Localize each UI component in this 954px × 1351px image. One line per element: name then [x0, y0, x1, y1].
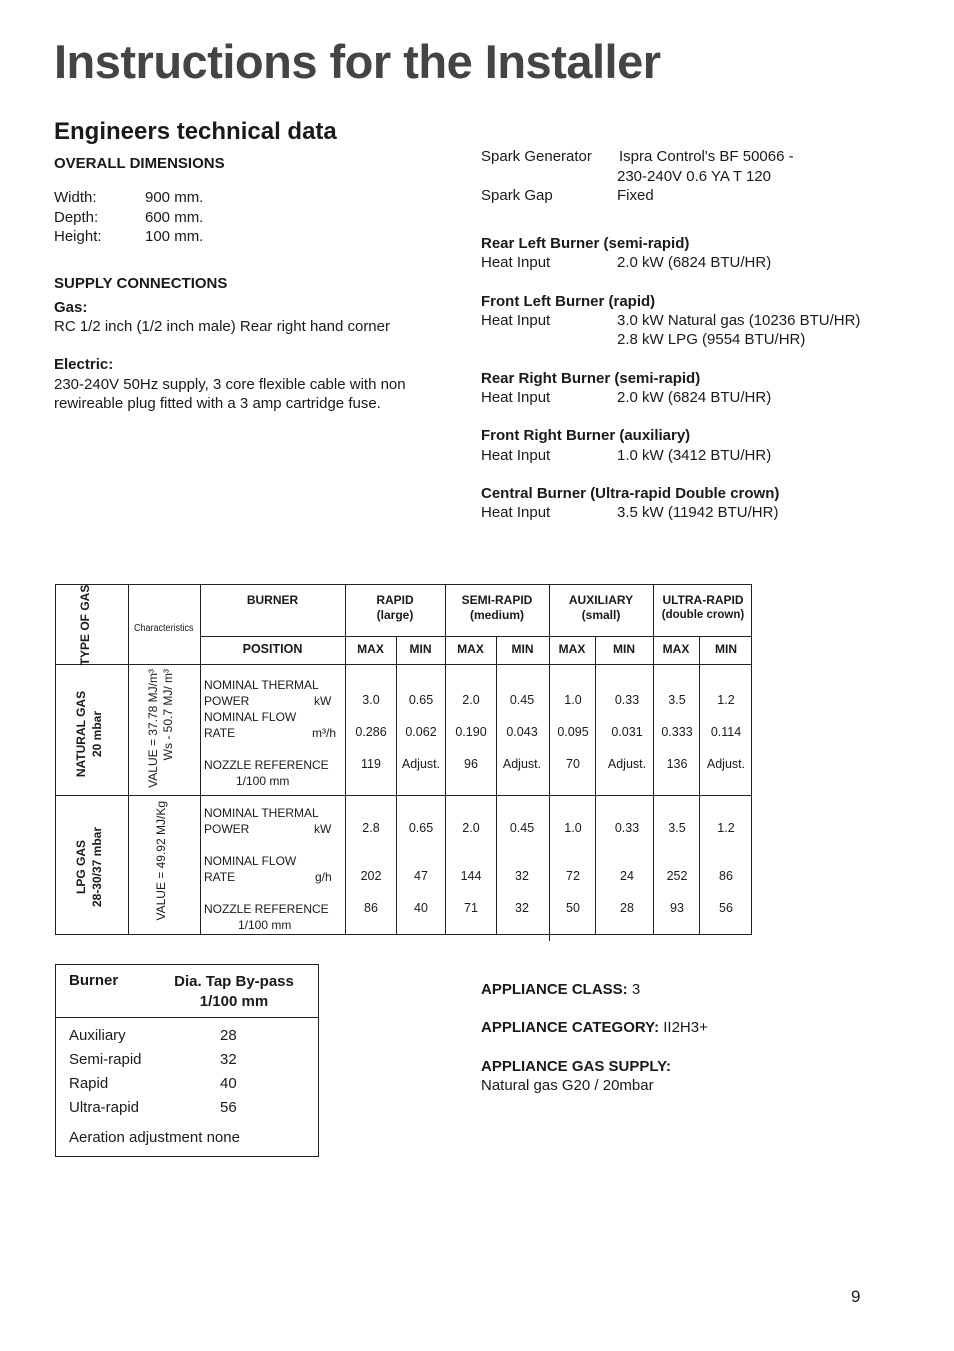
spark-generator-label: Spark Generator — [481, 148, 592, 165]
table-cell: 32 — [515, 901, 529, 915]
gas-connection-text: RC 1/2 inch (1/2 inch male) Rear right hand corner — [54, 318, 390, 335]
table-cell: 0.33 — [614, 821, 640, 835]
heat-input-value: 2.0 kW (6824 BTU/HR) — [617, 254, 772, 271]
table-cell: 86 — [364, 901, 378, 915]
row-label: NOMINAL FLOW RATE m³/h — [204, 710, 336, 740]
table-cell: 72 — [566, 869, 580, 883]
electric-label: Electric: — [54, 356, 114, 373]
table-cell: 2.0 — [462, 821, 480, 835]
burner-name: Front Right Burner (auxiliary) — [481, 427, 691, 444]
heat-input-value-lpg: 2.8 kW LPG (9554 BTU/HR) — [617, 331, 806, 348]
table-cell: 0.333 — [661, 725, 693, 739]
table-cell: 86 — [719, 869, 733, 883]
section-title: Engineers technical data — [54, 118, 337, 145]
column-auxiliary: AUXILIARY (small) — [568, 593, 634, 622]
bypass-row: Ultra-rapid — [69, 1099, 140, 1116]
spark-gap-value: Fixed — [617, 187, 654, 204]
table-cell: 0.45 — [509, 693, 535, 707]
table-cell: 28 — [620, 901, 634, 915]
bypass-table — [55, 964, 319, 1157]
bypass-row: Semi-rapid — [69, 1051, 142, 1068]
dimension-row: Depth: 600 mm. — [54, 208, 204, 226]
min-header: MIN — [409, 642, 432, 656]
table-cell: 70 — [566, 757, 580, 771]
table-cell: 96 — [464, 757, 478, 771]
position-header: POSITION — [242, 642, 303, 656]
column-semi-rapid: SEMI-RAPID (medium) — [461, 593, 533, 622]
row-label: NOMINAL THERMAL POWER kW — [204, 806, 332, 836]
table-cell: 119 — [361, 757, 381, 771]
bypass-value: 56 — [220, 1099, 237, 1116]
spark-generator-value: Ispra Control's BF 50066 - — [619, 148, 794, 165]
overall-dimensions-heading: OVERALL DIMENSIONS — [54, 155, 225, 172]
heat-input-value: 2.0 kW (6824 BTU/HR) — [617, 389, 772, 406]
burner-name: Central Burner (Ultra-rapid Double crown) — [481, 485, 780, 502]
spark-gap-label: Spark Gap — [481, 187, 553, 204]
max-header: MAX — [558, 642, 586, 656]
table-cell: 1.2 — [717, 821, 735, 835]
table-cell: 0.043 — [506, 725, 538, 739]
bypass-row: Rapid — [69, 1075, 109, 1092]
heat-input-label: Heat Input — [481, 312, 551, 329]
burner-name: Front Left Burner (rapid) — [481, 293, 656, 310]
row-label: NOMINAL THERMAL POWER kW — [204, 678, 332, 708]
table-cell: 2.8 — [362, 821, 380, 835]
table-cell: 93 — [670, 901, 684, 915]
column-rapid: RAPID (large) — [376, 593, 414, 622]
table-cell: 3.5 — [668, 821, 686, 835]
table-cell: 0.286 — [355, 725, 387, 739]
table-cell: 0.031 — [611, 725, 643, 739]
burner-header: BURNER — [246, 593, 299, 607]
table-cell: 3.0 — [362, 693, 380, 707]
min-header: MIN — [715, 642, 737, 656]
max-header: MAX — [662, 642, 690, 656]
heat-input-label: Heat Input — [481, 504, 551, 521]
table-cell: 1.0 — [564, 821, 582, 835]
table-cell: Adjust. — [607, 757, 647, 771]
electric-text-line2: rewireable plug fitted with a 3 amp cartridge fuse. — [54, 395, 381, 412]
table-cell: 3.5 — [668, 693, 686, 707]
table-cell: 136 — [666, 757, 688, 771]
table-cell: 0.190 — [455, 725, 487, 739]
bypass-value: 40 — [220, 1075, 237, 1092]
table-cell: 56 — [719, 901, 733, 915]
table-cell: 2.0 — [462, 693, 480, 707]
table-cell: 202 — [360, 869, 382, 883]
table-cell: 0.65 — [408, 693, 434, 707]
table-cell: 50 — [566, 901, 580, 915]
natural-gas-label: NATURAL GAS 20 mbar — [74, 690, 104, 778]
lpg-gas-value: VALUE = 49.92 MJ/Kg — [154, 801, 168, 921]
page-title: Instructions for the Installer — [54, 35, 661, 88]
max-header: MAX — [357, 642, 384, 656]
gas-label: Gas: — [54, 299, 88, 316]
heat-input-label: Heat Input — [481, 389, 551, 406]
table-cell: 24 — [620, 869, 634, 883]
lpg-gas-label: LPG GAS 28-30/37 mbar — [74, 826, 104, 908]
min-header: MIN — [511, 642, 534, 656]
table-tick — [549, 934, 550, 941]
gas-data-table — [55, 584, 752, 935]
appliance-category: APPLIANCE CATEGORY: II2H3+ — [481, 1019, 708, 1036]
appliance-class: APPLIANCE CLASS: 3 — [481, 981, 641, 998]
dimension-row: Width: 900 mm. — [54, 189, 204, 206]
table-cell: 252 — [666, 869, 688, 883]
heat-input-value: 3.5 kW (11942 BTU/HR) — [617, 504, 779, 521]
dimensions-list — [54, 188, 203, 247]
row-label: NOMINAL FLOW RATE g/h — [204, 854, 332, 884]
bypass-footer: Aeration adjustment none — [69, 1129, 240, 1146]
heat-input-label: Heat Input — [481, 254, 551, 271]
heat-input-value: 3.0 kW Natural gas (10236 BTU/HR) — [617, 312, 861, 329]
heat-input-value: 1.0 kW (3412 BTU/HR) — [617, 447, 772, 464]
table-cell: 0.33 — [614, 693, 640, 707]
row-label: NOZZLE REFERENCE 1/100 mm — [204, 758, 329, 788]
bypass-dia-header: Dia. Tap By-pass 1/100 mm — [174, 973, 294, 1010]
max-header: MAX — [457, 642, 484, 656]
heat-input-label: Heat Input — [481, 447, 551, 464]
page-number: 9 — [851, 1287, 861, 1306]
table-cell: 40 — [414, 901, 428, 915]
table-cell: Adjust. — [502, 757, 542, 771]
burner-name: Rear Right Burner (semi-rapid) — [481, 370, 701, 387]
table-cell: 47 — [414, 869, 428, 883]
table-cell: 1.2 — [717, 693, 735, 707]
min-header: MIN — [613, 642, 635, 656]
table-cell: Adjust. — [706, 757, 746, 771]
column-ultra-rapid: ULTRA-RAPID (double crown) — [661, 593, 745, 621]
table-cell: 0.65 — [408, 821, 434, 835]
spark-generator-rating: 230-240V 0.6 YA T 120 — [617, 168, 772, 185]
electric-text-line1: 230-240V 50Hz supply, 3 core flexible cable with non — [54, 376, 406, 393]
table-cell: 0.062 — [405, 725, 437, 739]
table-cell: 32 — [515, 869, 529, 883]
table-cell: 144 — [460, 869, 482, 883]
bypass-row: Auxiliary — [69, 1027, 126, 1044]
appliance-gas-supply-value: Natural gas G20 / 20mbar — [481, 1077, 654, 1094]
characteristics-header: Characteristics — [134, 623, 194, 634]
bypass-burner-header: Burner — [69, 972, 119, 989]
supply-connections-heading: SUPPLY CONNECTIONS — [54, 275, 228, 292]
dimension-row: Height: 100 mm. — [54, 228, 204, 245]
table-cell: 71 — [464, 901, 478, 915]
table-cell: 0.45 — [509, 821, 535, 835]
natural-gas-value: VALUE = 37.78 MJ/m³ Ws - 50.7 MJ/ m³ — [146, 669, 175, 788]
burner-name: Rear Left Burner (semi-rapid) — [481, 235, 690, 252]
appliance-gas-supply-label: APPLIANCE GAS SUPPLY: — [481, 1058, 672, 1075]
bypass-value: 32 — [220, 1051, 237, 1068]
type-of-gas-header: TYPE OF GAS — [78, 584, 92, 666]
table-cell: 0.095 — [557, 725, 589, 739]
table-cell: Adjust. — [401, 757, 441, 771]
row-label: NOZZLE REFERENCE 1/100 mm — [204, 902, 329, 932]
table-cell: 1.0 — [564, 693, 582, 707]
bypass-value: 28 — [220, 1027, 237, 1044]
table-cell: 0.114 — [710, 725, 742, 739]
